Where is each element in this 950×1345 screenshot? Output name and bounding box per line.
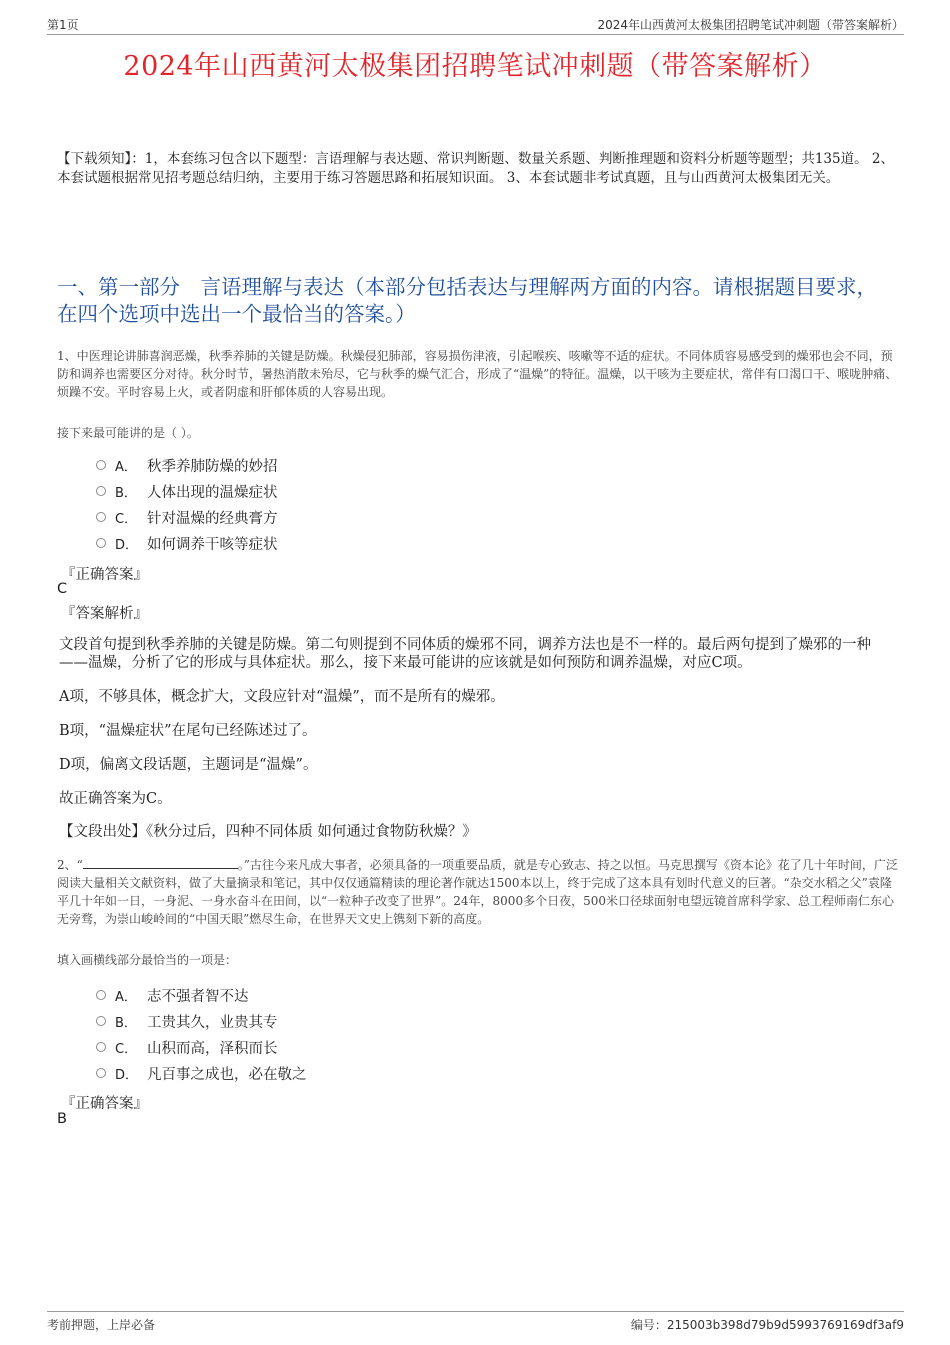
option-text: 针对温燥的经典膏方	[147, 510, 278, 527]
download-notice: 【下载须知】：1，本套练习包含以下题型：言语理解与表达题、常识判断题、数量关系题、判断推理题和资料分析题等题型；共135道。 2、本套试题根据常见招考题总结归纳，主要用于练习答题思路和拓展知识面。 3、本套试题非考试真题，且与山西黄河太极集团无关。	[57, 151, 894, 186]
radio-button-icon[interactable]	[96, 538, 106, 548]
option-text: 人体出现的温燥症状	[147, 484, 278, 501]
doc-id-code: 215003b398d79b9d5993769169df3af9	[666, 1318, 904, 1332]
option-letter: A．	[115, 989, 137, 1005]
analysis-paragraph: 文段首句提到秋季养肺的关键是防燥。第二句则提到不同体质的燥邪不同，调养方法也是不一样的。最后两句提到了燥邪的一种——温燥，分析了它的形成与具体症状。那么，接下来最可能讲的应该就是如何预防和调养温燥，对应C项。	[59, 637, 871, 671]
analysis-paragraph: D项，偏离文段话题，主题词是“温燥”。	[59, 757, 318, 773]
option-text: 凡百事之成也，必在敬之	[147, 1066, 307, 1083]
analysis-paragraph: A项，不够具体，概念扩大，文段应针对“温燥”，而不是所有的燥邪。	[59, 689, 505, 705]
question-1-option-c[interactable]	[96, 505, 278, 529]
question-1-prompt: 接下来最可能讲的是（ ）。	[57, 426, 199, 440]
option-letter: C．	[115, 511, 138, 527]
fill-in-blank	[83, 856, 238, 869]
radio-button-icon[interactable]	[96, 1042, 106, 1052]
radio-button-icon[interactable]	[96, 512, 106, 522]
option-text: 秋季养肺防燥的妙招	[147, 458, 278, 475]
option-letter: A．	[115, 459, 137, 475]
option-letter: B．	[115, 1015, 137, 1031]
passage-body: 。”古往今来凡成大事者，必须具备的一项重要品质，就是专心致志、持之以恒。马克思撰写《资本论》花了几十年时间，广泛阅读大量相关文献资料，做了大量摘录和笔记，其中仅仅通篇精读的理论著作就达1500本以上，终于完成了这本具有划时代意义的巨著。“杂交水稻之父”袁隆平几十年如一日，一身泥、一身水奋斗在田间，以“一粒种子改变了世界”。24年，8000多个日夜，500米口径球面射电望远镜首席科学家、总工程师南仁东心无旁骛，为崇山峻岭间的“中国天眼”燃尽生命，在世界天文史上镌刻下新的高度。	[57, 858, 898, 926]
question-2-answer: B	[57, 1111, 67, 1127]
radio-button-icon[interactable]	[96, 1068, 106, 1078]
analysis-paragraph: 故正确答案为C。	[59, 791, 172, 807]
page-number: 第1页	[47, 18, 79, 32]
option-letter: B．	[115, 485, 137, 501]
doc-id-label: 编号：	[630, 1318, 667, 1332]
option-letter: D．	[115, 537, 139, 553]
page-header	[47, 14, 904, 35]
header-doc-title: 2024年山西黄河太极集团招聘笔试冲刺题（带答案解析）	[597, 18, 904, 32]
question-2-answer-label: 『正确答案』	[61, 1096, 148, 1112]
option-letter: D．	[115, 1067, 139, 1083]
question-2-option-a[interactable]	[96, 983, 249, 1007]
question-2-option-d[interactable]	[96, 1061, 307, 1085]
question-2-prompt: 填入画横线部分最恰当的一项是：	[57, 953, 238, 967]
passage-prefix: 2、“	[57, 858, 83, 872]
question-1-answer-label: 『正确答案』	[61, 567, 148, 583]
question-1-answer: C	[57, 581, 68, 597]
question-2-passage	[57, 856, 899, 928]
analysis-paragraph: B项，“温燥症状”在尾句已经陈述过了。	[59, 723, 317, 739]
radio-button-icon[interactable]	[96, 486, 106, 496]
page-footer	[47, 1311, 904, 1332]
question-1-analysis-label: 『答案解析』	[61, 606, 148, 622]
radio-button-icon[interactable]	[96, 460, 106, 470]
question-1-option-a[interactable]	[96, 453, 278, 477]
question-2-option-c[interactable]	[96, 1035, 278, 1059]
footer-doc-id	[631, 1316, 904, 1333]
option-text: 志不强者智不达	[147, 988, 249, 1005]
question-2-option-b[interactable]	[96, 1009, 278, 1033]
question-1-passage: 1、中医理论讲肺喜润恶燥，秋季养肺的关键是防燥。秋燥侵犯肺部，容易损伤津液，引起喉疾、咳嗽等不适的症状。不同体质容易感受到的燥邪也会不同，预防和调养也需要区分对待。秋分时节，暑热消散未殆尽，它与秋季的燥气汇合，形成了“温燥”的特征。温燥，以干咳为主要症状，常伴有口渴口干、喉咙肿痛、烦躁不安。平时容易上火，或者阴虚和肝郁体质的人容易出现。	[57, 349, 898, 399]
page-title: 2024年山西黄河太极集团招聘笔试冲刺题（带答案解析）	[123, 51, 827, 82]
source-citation: 【文段出处】《秋分过后，四种不同体质 如何通过食物防秋燥？》	[59, 824, 477, 840]
footer-slogan: 考前押题，上岸必备	[47, 1318, 156, 1332]
radio-button-icon[interactable]	[96, 990, 106, 1000]
option-letter: C．	[115, 1041, 138, 1057]
option-text: 如何调养干咳等症状	[147, 536, 278, 553]
question-1-option-b[interactable]	[96, 479, 278, 503]
radio-button-icon[interactable]	[96, 1016, 106, 1026]
question-1-option-d[interactable]	[96, 531, 278, 555]
option-text: 工贵其久，业贵其专	[147, 1014, 278, 1031]
section-heading: 一、第一部分 言语理解与表达（本部分包括表达与理解两方面的内容。请根据题目要求，在四个选项中选出一个最恰当的答案。）	[57, 275, 877, 326]
option-text: 山积而高，泽积而长	[147, 1040, 278, 1057]
